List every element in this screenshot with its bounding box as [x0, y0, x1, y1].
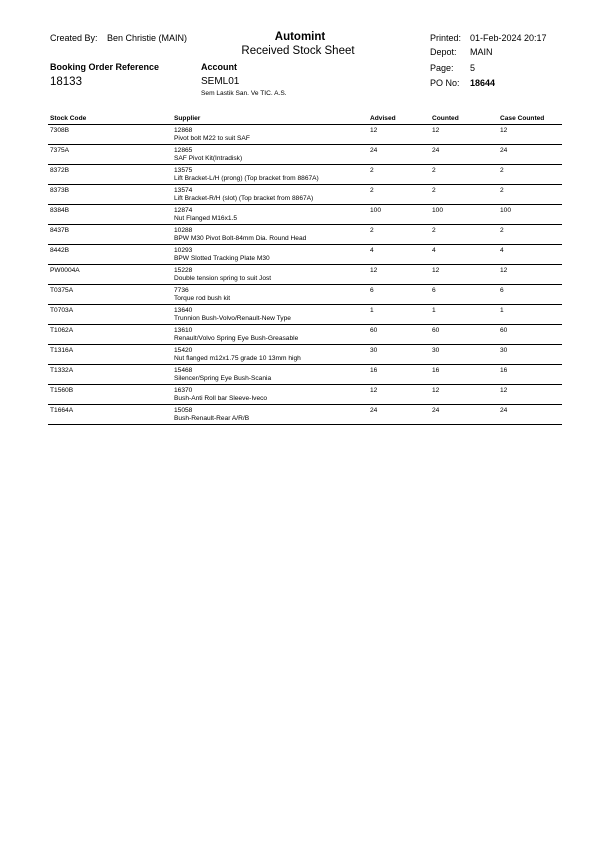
- advised-cell: 12: [370, 267, 378, 274]
- po-value: 18644: [470, 78, 496, 88]
- counted-cell: 1: [432, 307, 436, 314]
- supplier-code-cell: 12874: [174, 207, 193, 214]
- supplier-description-cell: Silencer/Spring Eye Bush-Scania: [174, 375, 272, 382]
- counted-cell: 24: [432, 407, 440, 414]
- supplier-code-cell: 13610: [174, 327, 193, 334]
- supplier-description-cell: Torque rod bush kit: [174, 295, 231, 302]
- stock-code-cell: 8384B: [50, 207, 70, 214]
- case-counted-cell: 1: [500, 307, 504, 314]
- stock-code-cell: 8373B: [50, 187, 70, 194]
- printed-value: 01-Feb-2024 20:17: [470, 33, 547, 43]
- table-row: [48, 265, 562, 285]
- table-row: [48, 245, 562, 265]
- supplier-code-cell: 13574: [174, 187, 193, 194]
- stock-code-cell: 8372B: [50, 167, 70, 174]
- supplier-description-cell: Nut Flanged M16x1.5: [174, 215, 238, 222]
- printed-label: Printed:: [430, 33, 462, 43]
- col-advised: Advised: [370, 115, 396, 122]
- counted-cell: 12: [432, 267, 440, 274]
- table-row: [48, 365, 562, 385]
- supplier-code-cell: 13575: [174, 167, 193, 174]
- stock-code-cell: 8442B: [50, 247, 70, 254]
- advised-cell: 2: [370, 227, 374, 234]
- counted-cell: 2: [432, 187, 436, 194]
- advised-cell: 30: [370, 347, 378, 354]
- col-counted: Counted: [432, 115, 459, 122]
- supplier-description-cell: BPW Slotted Tracking Plate M30: [174, 255, 270, 262]
- supplier-description-cell: Lift Bracket-L/H (prong) (Top bracket from 8867A): [174, 175, 319, 182]
- case-counted-cell: 24: [500, 407, 508, 414]
- counted-cell: 100: [432, 207, 444, 214]
- stock-code-cell: 7375A: [50, 147, 70, 154]
- booking-ref-label: Booking Order Reference: [50, 62, 160, 72]
- supplier-code-cell: 15420: [174, 347, 193, 354]
- supplier-description-cell: Trunnion Bush-Volvo/Renault-New Type: [174, 315, 291, 322]
- stock-code-cell: T1664A: [50, 407, 74, 414]
- depot-label: Depot:: [430, 47, 457, 57]
- booking-ref-value: 18133: [50, 76, 82, 88]
- supplier-description-cell: Bush-Renault-Rear A/R/B: [174, 415, 250, 422]
- document-title: Received Stock Sheet: [241, 45, 355, 57]
- counted-cell: 6: [432, 287, 436, 294]
- case-counted-cell: 2: [500, 167, 504, 174]
- table-row: [48, 145, 562, 165]
- stock-code-cell: 7308B: [50, 127, 70, 134]
- advised-cell: 6: [370, 287, 374, 294]
- supplier-code-cell: 15228: [174, 267, 193, 274]
- stock-code-cell: T0703A: [50, 307, 74, 314]
- case-counted-cell: 24: [500, 147, 508, 154]
- supplier-code-cell: 16370: [174, 387, 193, 394]
- col-stock-code: Stock Code: [50, 115, 87, 122]
- case-counted-cell: 2: [500, 227, 504, 234]
- stock-code-cell: T1332A: [50, 367, 74, 374]
- table-row: [48, 225, 562, 245]
- supplier-code-cell: 15468: [174, 367, 193, 374]
- counted-cell: 4: [432, 247, 436, 254]
- stock-code-cell: 8437B: [50, 227, 70, 234]
- page-label: Page:: [430, 63, 454, 73]
- supplier-description-cell: Bush-Anti Roll bar Sleeve-Iveco: [174, 395, 268, 402]
- table-row: [48, 305, 562, 325]
- advised-cell: 60: [370, 327, 378, 334]
- table-row: [48, 325, 562, 345]
- advised-cell: 16: [370, 367, 378, 374]
- supplier-description-cell: Renault/Volvo Spring Eye Bush-Greasable: [174, 335, 299, 342]
- advised-cell: 2: [370, 167, 374, 174]
- supplier-code-cell: 12868: [174, 127, 193, 134]
- case-counted-cell: 100: [500, 207, 512, 214]
- case-counted-cell: 12: [500, 127, 508, 134]
- stock-code-cell: PW0004A: [50, 267, 80, 274]
- account-name: Sem Lastik San. Ve TIC. A.S.: [201, 90, 287, 97]
- case-counted-cell: 6: [500, 287, 504, 294]
- supplier-description-cell: Nut flanged m12x1.75 grade 10 13mm high: [174, 355, 301, 362]
- supplier-code-cell: 10293: [174, 247, 193, 254]
- counted-cell: 2: [432, 167, 436, 174]
- advised-cell: 100: [370, 207, 382, 214]
- advised-cell: 24: [370, 147, 378, 154]
- advised-cell: 4: [370, 247, 374, 254]
- advised-cell: 12: [370, 127, 378, 134]
- case-counted-cell: 16: [500, 367, 508, 374]
- depot-value: MAIN: [470, 47, 493, 57]
- table-header: [48, 115, 562, 125]
- supplier-description-cell: Pivot bolt M22 to suit SAF: [174, 135, 250, 142]
- counted-cell: 2: [432, 227, 436, 234]
- po-label: PO No:: [430, 78, 460, 88]
- advised-cell: 24: [370, 407, 378, 414]
- table-row: [48, 185, 562, 205]
- company-name: Automint: [274, 31, 326, 43]
- case-counted-cell: 12: [500, 387, 508, 394]
- supplier-code-cell: 7736: [174, 287, 189, 294]
- table-body: [48, 125, 562, 425]
- advised-cell: 2: [370, 187, 374, 194]
- case-counted-cell: 60: [500, 327, 508, 334]
- stock-table: [48, 115, 562, 425]
- created-by-label: Created By:: [50, 33, 98, 43]
- case-counted-cell: 2: [500, 187, 504, 194]
- advised-cell: 12: [370, 387, 378, 394]
- table-row: [48, 205, 562, 225]
- table-row: [48, 345, 562, 365]
- counted-cell: 24: [432, 147, 440, 154]
- advised-cell: 1: [370, 307, 374, 314]
- supplier-description-cell: SAF Pivot Kit(Intradisk): [174, 155, 243, 162]
- stock-code-cell: T1560B: [50, 387, 74, 394]
- stock-code-cell: T0375A: [50, 287, 74, 294]
- supplier-code-cell: 13640: [174, 307, 193, 314]
- table-row: [48, 165, 562, 185]
- supplier-description-cell: Double tension spring to suit Jost: [174, 275, 272, 282]
- table-row: [48, 385, 562, 405]
- table-row: [48, 125, 562, 145]
- counted-cell: 60: [432, 327, 440, 334]
- supplier-description-cell: BPW M30 Pivot Bolt-84mm Dia. Round Head: [174, 235, 307, 242]
- created-by-value: Ben Christie (MAIN): [107, 33, 188, 43]
- table-row: [48, 285, 562, 305]
- table-row: [48, 405, 562, 425]
- counted-cell: 16: [432, 367, 440, 374]
- account-code: SEML01: [201, 76, 240, 87]
- stock-code-cell: T1062A: [50, 327, 74, 334]
- case-counted-cell: 30: [500, 347, 508, 354]
- account-label: Account: [201, 62, 237, 72]
- col-supplier: Supplier: [174, 115, 201, 122]
- stock-code-cell: T1316A: [50, 347, 74, 354]
- page-value: 5: [470, 63, 476, 73]
- counted-cell: 30: [432, 347, 440, 354]
- supplier-code-cell: 12865: [174, 147, 193, 154]
- supplier-description-cell: Lift Bracket-R/H (slot) (Top bracket from 8867A): [174, 195, 314, 202]
- case-counted-cell: 4: [500, 247, 504, 254]
- case-counted-cell: 12: [500, 267, 508, 274]
- counted-cell: 12: [432, 127, 440, 134]
- supplier-code-cell: 15058: [174, 407, 193, 414]
- supplier-code-cell: 10288: [174, 227, 193, 234]
- counted-cell: 12: [432, 387, 440, 394]
- col-case-counted: Case Counted: [500, 115, 545, 122]
